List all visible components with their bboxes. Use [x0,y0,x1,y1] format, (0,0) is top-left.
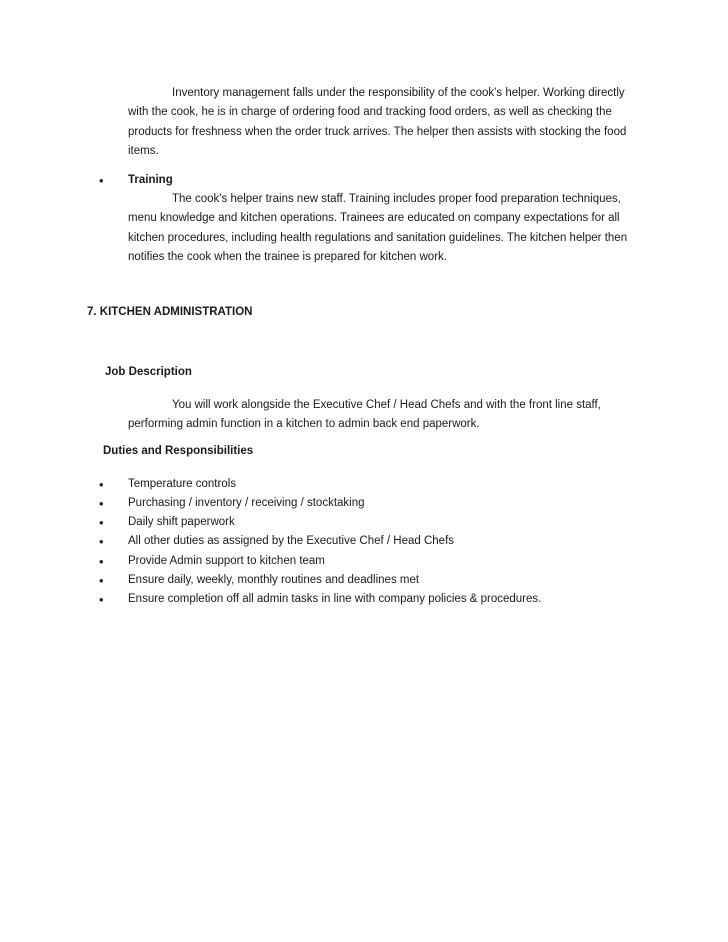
list-item [99,571,659,590]
bullet-icon: • [99,554,104,569]
list-item-text: Daily shift paperwork [128,516,235,528]
list-item-text: Provide Admin support to kitchen team [128,555,325,567]
list-item [99,552,659,571]
bullet-icon: • [99,477,104,492]
bullet-icon: • [99,173,104,188]
list-item-text: Ensure daily, weekly, monthly routines and deadlines met [128,574,420,586]
duties-heading: Duties and Responsibilities [103,445,254,457]
list-item-text: All other duties as assigned by the Executive Chef / Head Chefs [128,535,455,547]
list-item [99,513,659,532]
training-title: Training [128,174,173,186]
bullet-icon: • [99,592,104,607]
list-item [99,590,659,609]
job-description-paragraph: You will work alongside the Executive Chef / Head Chefs and with the front line staff, performing admin function in a kitchen to admin back end paperwork. [128,399,601,431]
bullet-icon: • [99,534,104,549]
list-item-text: Temperature controls [128,478,237,490]
list-item [99,494,659,513]
list-item [99,475,659,494]
job-description-heading: Job Description [105,366,192,378]
training-paragraph-wrap [128,190,638,267]
list-item-text: Purchasing / inventory / receiving / stocktaking [128,497,365,509]
list-item [99,532,659,551]
bullet-icon: • [99,515,104,530]
section-heading: 7. KITCHEN ADMINISTRATION [87,306,253,318]
bullet-icon: • [99,573,104,588]
list-item-text: Ensure completion off all admin tasks in line with company policies & procedures. [128,593,542,605]
inventory-paragraph: Inventory management falls under the responsibility of the cook's helper. Working directly with the cook, he is in charge of ordering food and tracking food orders, as well as checking the products for freshness when the order truck arrives. The helper then assists with stocking the food items. [128,87,627,157]
bullet-icon: • [99,496,104,511]
training-bullet-item [99,171,659,190]
training-paragraph: The cook's helper trains new staff. Training includes proper food preparation techniques, menu knowledge and kitchen operations. Trainees are educated on company expectations for all kitchen procedures, including health regulations and sanitation guidelines. The kitchen helper then notifies the cook when the trainee is prepared for kitchen work. [128,193,628,263]
